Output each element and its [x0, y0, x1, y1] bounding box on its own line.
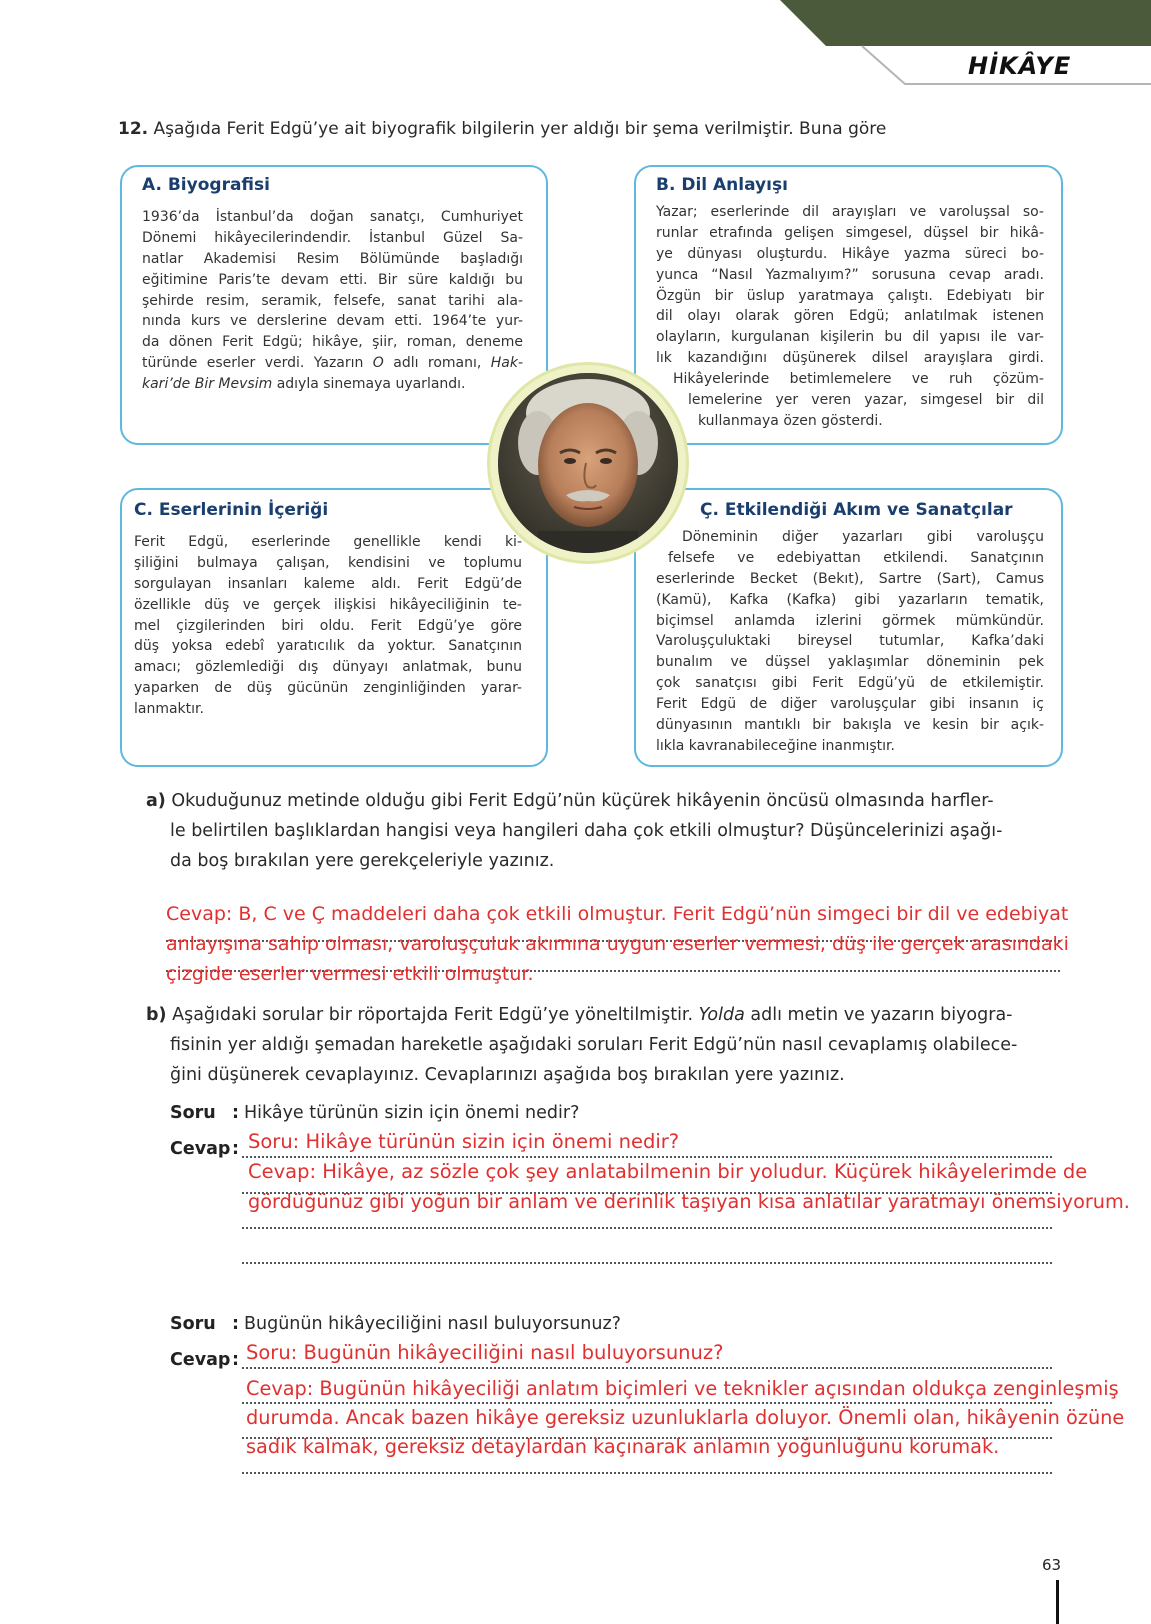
text-line: Yazar; eserlerinde dil arayışları ve varoluşsal so-: [656, 204, 1044, 220]
answer-line: [242, 1367, 1052, 1369]
text-span: Aşağıdaki sorular bir röportajda Ferit Edgü’ye yöneltilmiştir.: [172, 1005, 694, 1025]
text-line: eserlerinde Becket (Bekıt), Sartre (Sart), Camus: [656, 570, 1044, 587]
question-2-text: Bugünün hikâyeciliğini nasıl buluyorsunuz?: [244, 1314, 621, 1334]
italic-title: Yolda: [698, 1005, 745, 1025]
answer-line: [242, 1227, 1052, 1229]
text-line: yaparken de düş gücünün zenginliğinden yarar-: [134, 680, 522, 697]
text-line: ye dünyası oluşturdu. Hikâye yazma süreci bo-: [656, 245, 1044, 262]
colon: :: [232, 1314, 239, 1334]
section-title: HİKÂYE: [968, 52, 1072, 80]
page-number: 63: [1042, 1556, 1062, 1574]
colon: :: [232, 1350, 239, 1370]
text-line: bunalım ve düşsel yaklaşımlar döneminin pek: [656, 654, 1044, 671]
answer-line: [242, 1402, 1052, 1404]
text-line: dünyasının mantıklı bir bakışla ve kesin bir açık-: [656, 717, 1044, 734]
text-line: şehirde resim, seramik, felsefe, sanat tarihi ala-: [142, 292, 523, 309]
text-line: da dönen Ferit Edgü; hikâye, şiir, roman, deneme: [142, 334, 523, 351]
text-line: Dönemi hikâyecilerindendir. İstanbul Güzel Sa-: [142, 229, 523, 246]
text-line: lık kazandığını düşünerek dilsel arayışlara girdi.: [656, 350, 1044, 367]
text-line: le belirtilen başlıklardan hangisi veya hangileri daha çok etkili olmuştur? Düşüncelerinizi aşağı-: [170, 821, 1003, 841]
text-line: çok sanatçısı gibi Ferit Edgü’yü de etkilemiştir.: [656, 675, 1044, 692]
text-line: kullanmaya özen gösterdi.: [698, 412, 883, 429]
text-line: olayların, kurgulanan kişilerin bu dil yapısı ile var-: [656, 329, 1044, 346]
box-influences-title: Ç. Etkilendiği Akım ve Sanatçılar: [700, 500, 1013, 520]
answer-text: Cevap: B, C ve Ç maddeleri daha çok etkili olmuştur. Ferit Edgü’nün simgeci bir dil ve edebiyat: [166, 903, 1069, 925]
text-span: adlı metin ve yazarın biyogra-: [750, 1005, 1013, 1025]
text-line: özellikle düş ve gerçek ilişkisi hikâyeciliğinin te-: [134, 596, 522, 613]
page-marker: [1056, 1580, 1059, 1624]
box-biography-text: [142, 207, 523, 395]
text-line: Özgün bir üslup yaratmaya çalıştı. Edebiyatı bir: [656, 287, 1044, 304]
text-span: adıyla sinemaya uyarlandı.: [276, 376, 466, 393]
text-line: [146, 786, 1046, 816]
soru-label: Soru: [170, 1103, 216, 1123]
text-line: eğitimine Paris’te devam etti. Bir süre kaldığı bu: [142, 271, 523, 288]
text-line: 1936’da İstanbul’da doğan sanatçı, Cumhuriyet: [142, 209, 523, 225]
question-number: 12.: [118, 119, 149, 139]
text-line: Ferit Edgü, eserlerinde genellikle kendi ki-: [134, 534, 522, 550]
answer-text: Cevap: Hikâye, az sözle çok şey anlatabilmenin bir yoludur. Küçürek hikâyelerimde de: [248, 1160, 1088, 1183]
box-language-text: [656, 202, 1044, 432]
text-line: şiliğini bulmaya çalışan, kendisini ve toplumu: [134, 554, 522, 571]
answer-text: gördüğünüz gibi yoğun bir anlam ve derinlik taşıyan kısa anlatılar yaratmayı önemsiyorum.: [248, 1190, 1130, 1213]
answer-line: [242, 1156, 1052, 1158]
cevap-label: Cevap: [170, 1350, 231, 1370]
box-biography-title: A. Biyografisi: [142, 175, 270, 195]
answer-text: sadık kalmak, gereksiz detaylardan kaçınarak anlamın yoğunluğunu korumak.: [246, 1435, 1000, 1458]
text-line: natlar Akademisi Resim Bölümünde başladığı: [142, 250, 523, 267]
author-portrait: [498, 373, 678, 553]
part-b-question: [146, 1000, 1046, 1090]
text-line: [142, 353, 523, 374]
text-line: nında kurs ve derslerine devam etti. 1964’te yur-: [142, 313, 523, 330]
text-span: adlı romanı,: [393, 355, 482, 372]
italic-title: O: [372, 355, 384, 372]
text-line: amacı; gözlemlediği dış dünyayı anlatmak, bunu: [134, 659, 522, 676]
answer-text: Soru: Bugünün hikâyeciliğini nasıl buluyorsunuz?: [246, 1341, 724, 1364]
text-line: yunca “Nasıl Yazmalıyım?” sorusuna cevap aradı.: [656, 266, 1044, 283]
text-line: runlar etrafında gelişen simgesel, düşsel bir hikâ-: [656, 224, 1044, 241]
text-line: Hikâyelerinde betimlemelere ve ruh çözüm-: [673, 371, 1044, 388]
text-line: da boş bırakılan yere gerekçeleriyle yazınız.: [170, 851, 555, 871]
answer-text: anlayışına sahip olması, varoluşçuluk akımına uygun eserler vermesi, düş ile gerçek arasındaki: [166, 933, 1069, 955]
colon: :: [232, 1139, 239, 1159]
answer-text: çizgide eserler vermesi etkili olmuştur.: [166, 963, 534, 985]
text-line: fisinin yer aldığı şemadan hareketle aşağıdaki soruları Ferit Edgü’nün nasıl cevaplamış olabilece-: [170, 1035, 1018, 1055]
text-line: [142, 374, 523, 395]
answer-text: durumda. Ancak bazen hikâye gereksiz uzunluklarla doluyor. Önemli olan, hikâyenin özüne: [246, 1406, 1125, 1429]
question-intro-text: Aşağıda Ferit Edgü’ye ait biyografik bilgilerin yer aldığı bir şema verilmiştir. Buna göre: [153, 119, 887, 139]
text-line: sorgulayan insanları kaleme aldı. Ferit Edgü’de: [134, 575, 522, 592]
text-line: mel çizgilerinden biri oldu. Ferit Edgü’ye göre: [134, 617, 522, 634]
box-content-title: C. Eserlerinin İçeriği: [134, 500, 329, 520]
text-line: (Kamü), Kafka (Kafka) gibi yazarların tematik,: [656, 591, 1044, 608]
text-line: biçimsel anlamda izlerini görmek mümkündür.: [656, 612, 1044, 629]
box-content-text: [134, 532, 522, 720]
text-line: [146, 1000, 1046, 1030]
text-line: felsefe ve edebiyattan etkilendi. Sanatçının: [668, 549, 1044, 566]
portrait-image: [498, 373, 678, 553]
text-line: Varoluşçuluktaki bireysel tutumlar, Kafka’daki: [656, 633, 1044, 650]
part-a-question: [146, 786, 1046, 876]
question-1-text: Hikâye türünün sizin için önemi nedir?: [244, 1103, 580, 1123]
answer-line: [242, 1472, 1052, 1474]
part-label: a): [146, 791, 166, 811]
part-label: b): [146, 1005, 167, 1025]
text-line: Ferit Edgü de diğer varoluşçular gibi insanın iç: [656, 696, 1044, 713]
box-influences-text: [656, 527, 1044, 757]
cevap-label: Cevap: [170, 1139, 231, 1159]
text-span: türünde eserler verdi. Yazarın: [142, 355, 364, 372]
italic-title: Hak-: [490, 355, 523, 372]
text-span: Okuduğunuz metinde olduğu gibi Ferit Edgü’nün küçürek hikâyenin öncüsü olmasında harfler-: [171, 791, 994, 811]
answer-text: Cevap: Bugünün hikâyeciliği anlatım biçimleri ve teknikler açısından oldukça zenginleşmiş: [246, 1377, 1119, 1400]
answer-text: Soru: Hikâye türünün sizin için önemi nedir?: [248, 1130, 680, 1153]
colon: :: [232, 1103, 239, 1123]
answer-line: [242, 1262, 1052, 1264]
box-language-title: B. Dil Anlayışı: [656, 175, 788, 195]
text-line: dil olayı olarak gören Edgü; anlatılmak istenen: [656, 308, 1044, 325]
text-line: lemelerine yer veren yazar, simgesel bir dil: [688, 392, 1044, 409]
text-line: ğini düşünerek cevaplayınız. Cevaplarınızı aşağıda boş bırakılan yere yazınız.: [170, 1065, 845, 1085]
text-line: Döneminin diğer yazarları gibi varoluşçu: [682, 529, 1044, 545]
soru-label: Soru: [170, 1314, 216, 1334]
italic-title: kari’de Bir Mevsim: [142, 376, 273, 393]
text-line: düş yoksa edebî yaratıcılık da yoktur. Sanatçının: [134, 638, 522, 655]
question-intro: [118, 119, 886, 139]
text-line: lanmaktır.: [134, 701, 204, 718]
text-line: lıkla kavranabileceğine inanmıştır.: [656, 737, 895, 754]
